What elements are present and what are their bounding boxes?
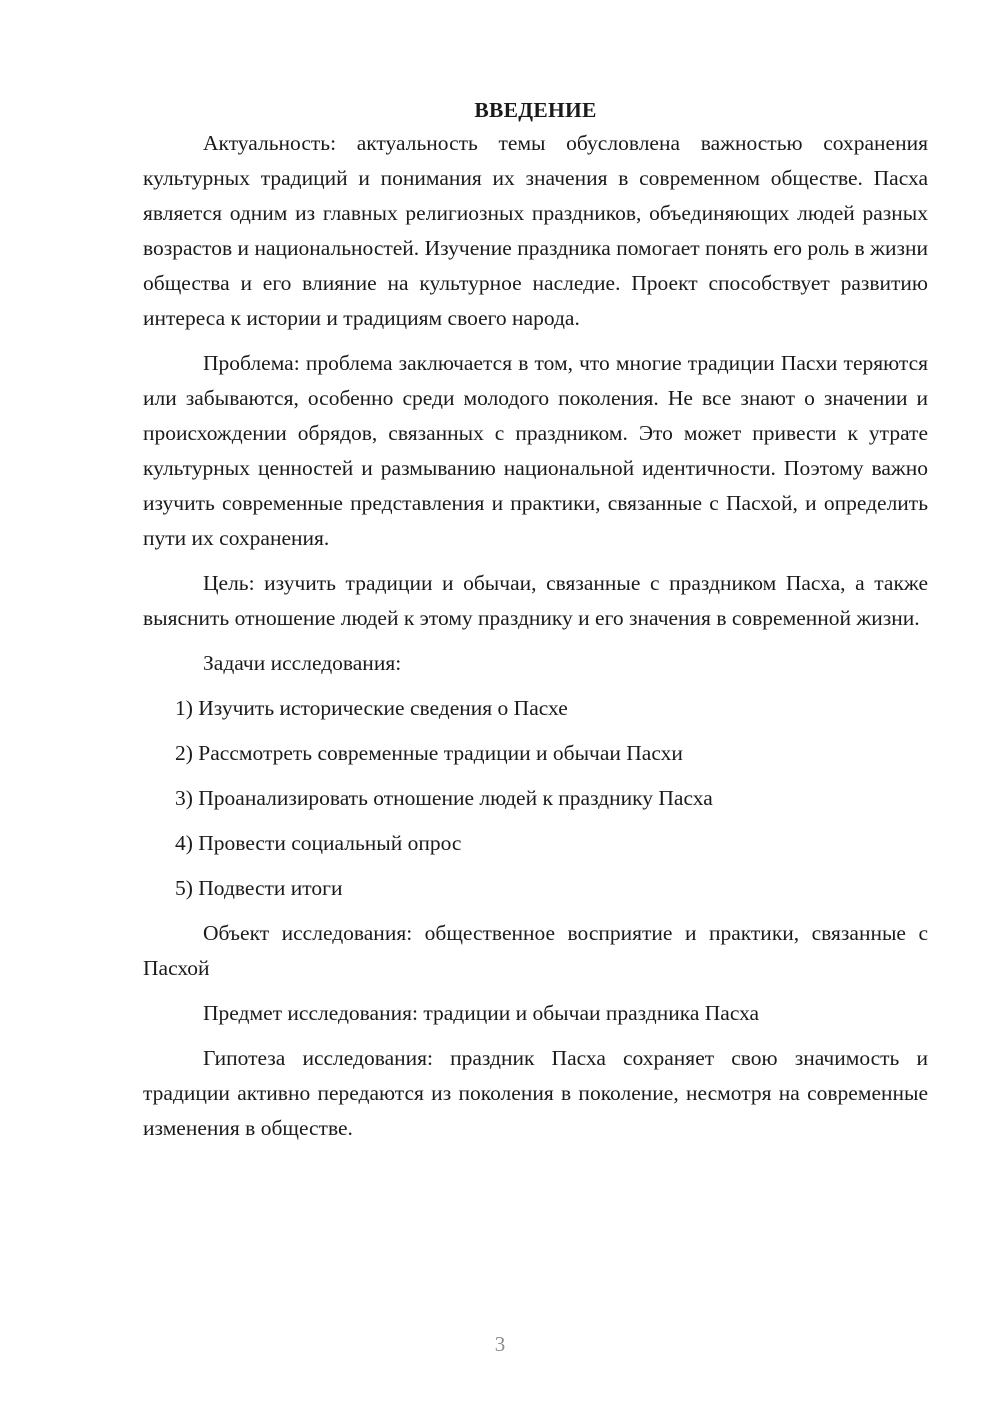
page-number: 3 (494, 1332, 506, 1356)
task-item: 2) Рассмотреть современные традиции и обычаи Пасхи (175, 741, 683, 765)
task-item: 4) Провести социальный опрос (175, 831, 462, 855)
document-page (143, 93, 928, 1146)
subject-paragraph: Предмет исследования: традиции и обычаи праздника Пасха (203, 1001, 760, 1025)
object-paragraph: Объект исследования: общественное восприятие и практики, связанные с Пасхой (143, 921, 928, 980)
tasks-heading: Задачи исследования: (203, 651, 402, 675)
relevance-paragraph: Актуальность: актуальность темы обусловлена важностью сохранения культурных традиций и понимания их значения в современном обществе. Пасха является одним из главных религиозных праздников, объединяющих людей разных возрастов и национальностей. Изучение праздника помогает понять его роль в жизни общества и его влияние на культурное наследие. Проект способствует развитию интереса к истории и традициям своего народа. (143, 131, 928, 330)
page-title: ВВЕДЕНИЕ (474, 98, 597, 122)
tasks-list (143, 691, 928, 906)
task-item: 5) Подвести итоги (175, 876, 343, 900)
problem-paragraph: Проблема: проблема заключается в том, что многие традиции Пасхи теряются или забываются, особенно среди молодого поколения. Не все знают о значении и происхождении обрядов, связанных с праздником. Это может привести к утрате культурных ценностей и размыванию национальной идентичности. Поэтому важно изучить современные представления и практики, связанные с Пасхой, и определить пути их сохранения. (143, 351, 928, 550)
goal-paragraph: Цель: изучить традиции и обычаи, связанные с праздником Пасха, а также выяснить отношение людей к этому празднику и его значения в современной жизни. (143, 571, 928, 630)
task-item: 1) Изучить исторические сведения о Пасхе (175, 696, 568, 720)
task-item: 3) Проанализировать отношение людей к празднику Пасха (175, 786, 713, 810)
hypothesis-paragraph: Гипотеза исследования: праздник Пасха сохраняет свою значимость и традиции активно передаются из поколения в поколение, несмотря на современные изменения в обществе. (143, 1046, 928, 1140)
